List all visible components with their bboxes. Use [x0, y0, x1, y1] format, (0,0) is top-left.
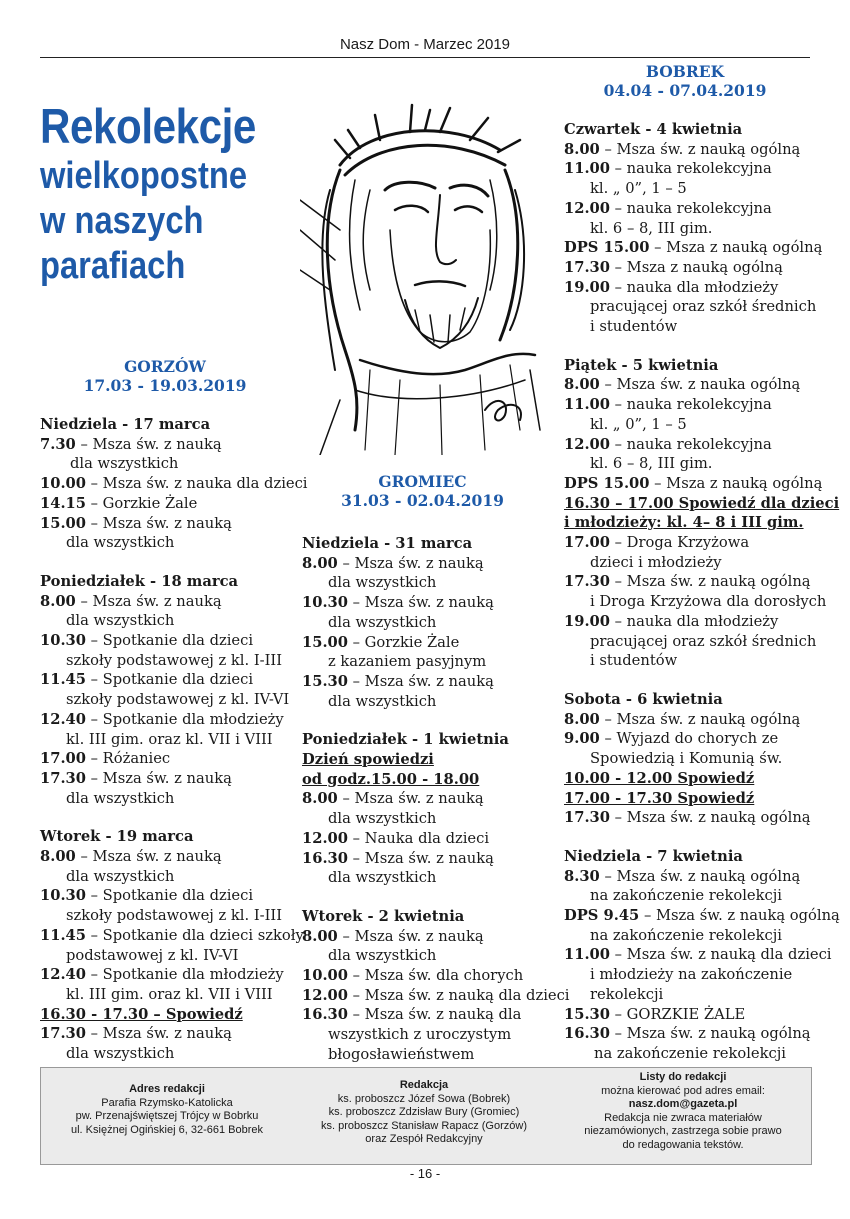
schedule-row: 10.30 – Spotkanie dla dzieci [40, 887, 254, 905]
footer-editors [299, 1079, 549, 1147]
schedule-row: 8.30 – Msza św. z nauką ogólną [564, 867, 801, 885]
gorzow-schedule [40, 415, 308, 1064]
schedule-row: 10.00 – Msza św. dla chorych [302, 967, 524, 985]
schedule-row: 19.00 – nauka dla młodzieży [564, 278, 779, 296]
schedule-row: 10.30 – Msza św. z nauką [302, 594, 494, 612]
schedule-row-cont: dla wszystkich [328, 810, 437, 828]
schedule-row: 17.00 – Droga Krzyżowa [564, 534, 750, 552]
schedule-row-cont: dla wszystkich [328, 613, 437, 631]
schedule-row: 12.00 – Nauka dla dzieci [302, 829, 490, 847]
day-heading: Niedziela - 17 marca [40, 416, 211, 433]
schedule-row: 14.15 – Gorzkie Żale [40, 494, 198, 512]
schedule-row: 16.30 – Msza św. z nauką ogólną [564, 1025, 811, 1043]
footer-letters-line: niezamówionych, zastrzega sobie prawo [584, 1125, 782, 1137]
bobrek-name: BOBREK [645, 62, 725, 81]
header-divider [40, 57, 810, 58]
schedule-row: 9.00 – Wyjazd do chorych ze [564, 730, 779, 748]
footer-address-line: pw. Przenajświętszej Trójcy w Bobrku [75, 1110, 259, 1122]
schedule-row-cont: dla wszystkich [328, 947, 437, 965]
schedule-row-cont: pracującej oraz szkół średnich [590, 632, 817, 650]
footer-address [47, 1083, 287, 1137]
schedule-row-cont: na zakończenie rekolekcji [594, 1044, 786, 1062]
gromiec-heading [300, 472, 545, 510]
schedule-row-cont: na zakończenie rekolekcji [590, 926, 782, 944]
confession-hours: od godz.15.00 - 18.00 [302, 770, 480, 788]
footer-address-line: Parafia Rzymsko-Katolicka [101, 1096, 233, 1109]
gromiec-schedule [302, 534, 570, 1065]
jesus-illustration-icon [300, 70, 545, 455]
title-line-4: parafiach [40, 245, 186, 287]
footer-address-line: ul. Księżnej Ogińskiej 6, 32-661 Bobrek [71, 1123, 263, 1136]
day-heading: Poniedziałek - 18 marca [40, 572, 239, 590]
schedule-row: 8.00 – Msza św. z nauka ogólną [564, 376, 801, 394]
schedule-row: 16.30 – Msza św. z nauką dla [302, 1006, 522, 1024]
footer-letters-line: można kierować pod adres email: [601, 1084, 765, 1097]
schedule-row: 12.00 – nauka rekolekcyjna [564, 435, 772, 453]
page-header: Nasz Dom - Marzec 2019 [339, 36, 511, 53]
schedule-row: 8.00 – Msza św. z nauką ogólną [564, 710, 801, 728]
schedule-row: 7.30 – Msza św. z nauką [40, 435, 222, 453]
bobrek-heading [560, 62, 810, 100]
day-heading: Wtorek - 19 marca [40, 828, 194, 846]
gorzow-heading [40, 357, 290, 395]
schedule-row-cont: kl. III gim. oraz kl. VII i VIII [66, 730, 273, 748]
schedule-row: 8.00 – Msza św. z nauką ogólną [564, 140, 801, 158]
schedule-row-cont: błogosławieństwem [328, 1045, 475, 1063]
day-heading: Wtorek - 2 kwietnia [302, 907, 465, 925]
schedule-row: 16.30 – Msza św. z nauką [302, 849, 494, 867]
gorzow-name: GORZÓW [124, 357, 206, 376]
day-heading: Niedziela - 31 marca [302, 535, 473, 552]
schedule-row-cont: rekolekcji [590, 985, 664, 1003]
schedule-row-cont: dla wszystkich [70, 455, 179, 473]
schedule-row: DPS 9.45 – Msza św. z nauką ogólną [564, 907, 840, 925]
schedule-row-cont: kl. III gim. oraz kl. VII i VIII [66, 985, 273, 1003]
schedule-row-cont: podstawowej z kl. IV-VI [66, 946, 239, 964]
title-line-3: w naszych [40, 200, 204, 242]
schedule-row-cont: i studentów [590, 318, 678, 336]
schedule-row-cont: na zakończenie rekolekcji [590, 887, 782, 905]
footer-address-heading: Adres redakcji [129, 1083, 205, 1095]
bobrek-dates: 04.04 - 07.04.2019 [603, 81, 767, 100]
schedule-row-cont: Spowiedzią i Komunią św. [590, 750, 783, 768]
footer-email-link[interactable]: nasz.dom@gazeta.pl [628, 1098, 738, 1110]
schedule-row: 11.00 – Msza św. z nauką dla dzieci [564, 946, 832, 964]
schedule-row-cont: dla wszystkich [66, 1045, 175, 1063]
confession-row: i młodzieży: kl. 4– 8 i III gim. [564, 514, 804, 532]
schedule-row: 17.30 – Msza św. z nauką ogólną [564, 809, 811, 827]
schedule-row-cont: kl. „ 0”, 1 – 5 [590, 180, 687, 198]
schedule-row: DPS 15.00 – Msza z nauką ogólną [564, 239, 823, 257]
bobrek-schedule [564, 120, 840, 1064]
confession-row: 16.30 – 17.00 Spowiedź dla dzieci [564, 494, 840, 512]
schedule-row-cont: dzieci i młodzieży [590, 553, 722, 571]
schedule-row: 10.00 – Msza św. z nauka dla dzieci [40, 475, 308, 493]
schedule-row: 15.00 – Gorzkie Żale [302, 633, 460, 651]
schedule-row: 15.00 – Msza św. z nauką [40, 514, 232, 532]
schedule-row-cont: szkoły podstawowej z kl. I-III [66, 907, 283, 925]
schedule-row: 12.00 – nauka rekolekcyjna [564, 199, 772, 217]
confession-day-label: Dzień spowiedzi [302, 751, 434, 769]
gorzow-dates: 17.03 - 19.03.2019 [83, 376, 247, 395]
schedule-row: 11.45 – Spotkanie dla dzieci szkoły [40, 926, 304, 944]
schedule-row-cont: kl. 6 – 8, III gim. [590, 455, 713, 473]
footer-letters [561, 1071, 805, 1152]
schedule-row-cont: szkoły podstawowej z kl. I-III [66, 651, 283, 669]
page-title [40, 100, 264, 289]
schedule-row: DPS 15.00 – Msza z nauką ogólną [564, 474, 823, 492]
schedule-row-cont: i studentów [590, 652, 678, 670]
schedule-row-cont: z kazaniem pasyjnym [328, 653, 487, 671]
schedule-row-cont: pracującej oraz szkół średnich [590, 298, 817, 316]
schedule-row: 12.40 – Spotkanie dla młodzieży [40, 710, 284, 728]
schedule-row: 17.30 – Msza św. z nauką [40, 1025, 232, 1043]
schedule-row: 8.00 – Msza św. z nauką [302, 554, 484, 572]
day-heading: Poniedziałek - 1 kwietnia [302, 731, 509, 749]
schedule-row: 11.00 – nauka rekolekcyjna [564, 160, 772, 178]
schedule-row: 8.00 – Msza św. z nauką [302, 790, 484, 808]
schedule-row: 12.00 – Msza św. z nauką dla dzieci [302, 986, 570, 1004]
schedule-row: 17.30 – Msza św. z nauką [40, 769, 232, 787]
schedule-row: 17.30 – Msza św. z nauką ogólną [564, 573, 811, 591]
schedule-row-cont: kl. „ 0”, 1 – 5 [590, 415, 687, 433]
footer-letters-line: do redagowania tekstów. [622, 1138, 744, 1151]
page-number: - 16 - [409, 1166, 441, 1181]
schedule-row-cont: szkoły podstawowej z kl. IV-VI [66, 691, 290, 709]
schedule-row-cont: dla wszystkich [66, 867, 175, 885]
footer-box [40, 1067, 812, 1165]
schedule-row-cont: dla wszystkich [66, 789, 175, 807]
schedule-row: 8.00 – Msza św. z nauką [302, 927, 484, 945]
footer-editors-line: ks. proboszcz Stanisław Rapacz (Gorzów) [320, 1119, 527, 1132]
confession-row: 10.00 - 12.00 Spowiedź [564, 769, 755, 787]
schedule-row: 17.00 – Różaniec [40, 750, 171, 768]
gromiec-dates: 31.03 - 02.04.2019 [341, 491, 504, 510]
schedule-row-cont: dla wszystkich [328, 574, 437, 592]
gromiec-name: GROMIEC [378, 472, 467, 491]
schedule-row-cont: wszystkich z uroczystym [328, 1026, 512, 1044]
schedule-row: 10.30 – Spotkanie dla dzieci [40, 632, 254, 650]
confession-row: 17.00 - 17.30 Spowiedź [564, 789, 755, 807]
schedule-row-cont: i Droga Krzyżowa dla dorosłych [590, 593, 827, 611]
confession-row: 16.30 - 17.30 – Spowiedź [40, 1005, 243, 1023]
schedule-row: 15.30 – Msza św. z nauką [302, 672, 494, 690]
footer-editors-line: ks. proboszcz Józef Sowa (Bobrek) [337, 1092, 511, 1105]
schedule-row: 11.00 – nauka rekolekcyjna [564, 396, 772, 414]
schedule-row: 8.00 – Msza św. z nauką [40, 848, 222, 866]
footer-editors-line: ks. proboszcz Zdzisław Bury (Gromiec) [328, 1106, 520, 1118]
title-line-1: Rekolekcje [40, 100, 256, 154]
schedule-row-cont: dla wszystkich [66, 612, 175, 630]
day-heading: Sobota - 6 kwietnia [564, 690, 723, 708]
schedule-row: 11.45 – Spotkanie dla dzieci [40, 671, 254, 689]
schedule-row: 12.40 – Spotkanie dla młodzieży [40, 966, 284, 984]
schedule-row-cont: dla wszystkich [328, 692, 437, 710]
footer-editors-line: oraz Zespół Redakcyjny [365, 1133, 483, 1145]
schedule-row-cont: kl. 6 – 8, III gim. [590, 219, 713, 237]
schedule-row: 17.30 – Msza z nauką ogólną [564, 258, 783, 276]
schedule-row-cont: i młodzieży na zakończenie [590, 966, 793, 984]
schedule-row: 19.00 – nauka dla młodzieży [564, 612, 779, 630]
schedule-row: 15.30 – GORZKIE ŻALE [564, 1005, 746, 1023]
footer-letters-heading: Listy do redakcji [639, 1071, 727, 1083]
schedule-row-cont: dla wszystkich [66, 534, 175, 552]
day-heading: Niedziela - 7 kwietnia [564, 847, 743, 865]
schedule-row: 8.00 – Msza św. z nauką [40, 592, 222, 610]
footer-letters-line: Redakcja nie zwraca materiałów [604, 1111, 762, 1124]
day-heading: Piątek - 5 kwietnia [564, 356, 719, 374]
day-heading: Czwartek - 4 kwietnia [564, 121, 743, 138]
footer-editors-heading: Redakcja [399, 1079, 449, 1091]
schedule-row-cont: dla wszystkich [328, 869, 437, 887]
title-line-2: wielkopostne [40, 155, 248, 197]
